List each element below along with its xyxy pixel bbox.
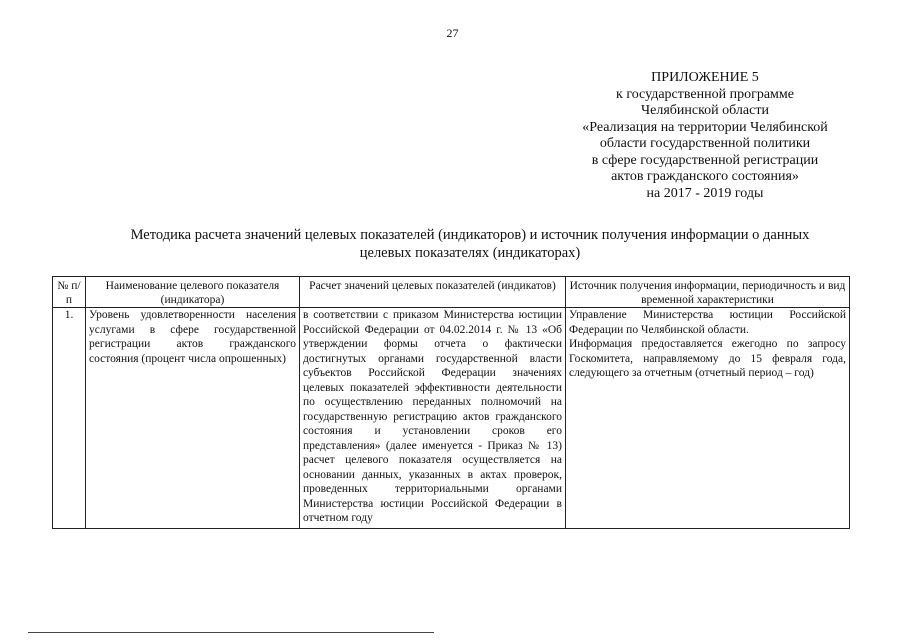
header-number: № п/п <box>53 277 86 308</box>
information-source <box>566 308 850 529</box>
row-number: 1. <box>53 308 86 529</box>
calculation-method: в соответствии с приказом Министерства юстиции Российской Федерации от 04.02.2014 г. № 13 «Об утверждении формы отчета о фактически достигнутых органами государственной власти субъектов Российской Федерации значениях целевых показателей эффективности деятельности по осуществлению переданных полномочий на государственную регистрацию актов гражданского состояния и установлении сроков его представления» (далее именуется - Приказ № 13) расчет целевого показателя осуществляется на основании данных, указанных в актах проверок, проведенных территориальными органами Министерства юстиции Российской Федерации в отчетном году <box>300 308 566 529</box>
appendix-line: на 2017 - 2019 годы <box>646 185 764 201</box>
page-number: 27 <box>446 26 459 40</box>
appendix-line: в сфере государственной регистрации <box>591 152 819 168</box>
header-source: Источник получения информации, периодичность и вид временной характеристики <box>566 277 850 308</box>
document-title <box>90 226 850 262</box>
appendix-line: к государственной программе <box>616 86 794 102</box>
document-title-line: Методика расчета значений целевых показателей (индикаторов) и источник получения информации о данных <box>130 227 810 243</box>
header-indicator-name: Наименование целевого показателя (индикатора) <box>86 277 300 308</box>
document-title-line: целевых показателях (индикаторах) <box>359 245 581 261</box>
table-header-row <box>53 277 850 308</box>
indicators-table <box>52 276 850 529</box>
appendix-line: области государственной политики <box>599 136 811 151</box>
appendix-line: актов гражданского состояния» <box>611 169 799 184</box>
appendix-line: Челябинской области <box>641 103 769 118</box>
source-periodicity: Информация предоставляется ежегодно по запросу Госкомитета, направляемому до 15 февраля года, следующего за отчетным (отчетный период – год) <box>569 338 846 379</box>
indicator-name: Уровень удовлетворенности населения услугами в сфере государственной регистрации актов гражданского состояния (процент числа опрошенных) <box>86 308 300 529</box>
table-row <box>53 308 850 529</box>
header-calculation: Расчет значений целевых показателей (индикатов) <box>300 277 566 308</box>
appendix-heading <box>555 70 855 202</box>
source-organization: Управление Министерства юстиции Российской Федерации по Челябинской области. <box>569 309 846 336</box>
appendix-line: «Реализация на территории Челябинской <box>582 119 828 135</box>
appendix-line: ПРИЛОЖЕНИЕ 5 <box>651 70 759 85</box>
footer-divider <box>28 632 434 633</box>
